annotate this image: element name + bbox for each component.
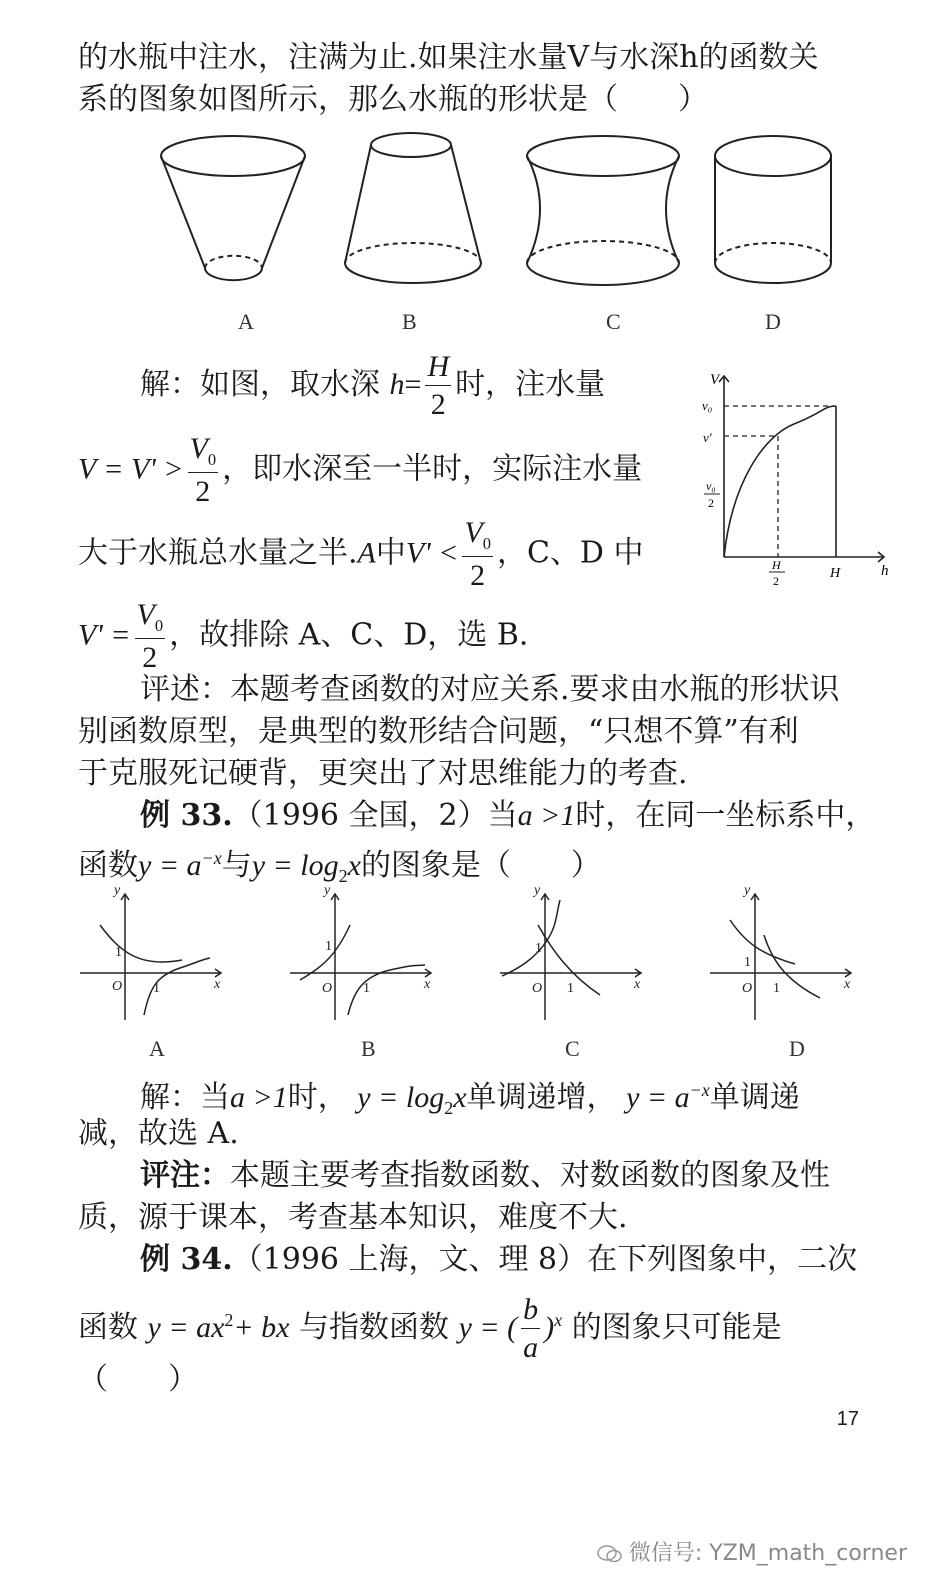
graph-b-origin: O	[322, 981, 333, 996]
bottle-shape-d	[715, 136, 831, 283]
volume-curve	[724, 406, 836, 557]
question-line-1: 的水瓶中注水，注满为止.如果注水量V与水深h的函数关	[78, 40, 819, 75]
half-h-num: H	[772, 558, 781, 572]
bottle-label-d: D	[765, 309, 781, 334]
bottle-shape-a	[161, 136, 305, 280]
graph-b-one-y: 1	[325, 939, 332, 954]
graph-a-x-label: x	[214, 977, 221, 992]
graph-c-exp-curve	[502, 900, 560, 976]
graph-option-c: C	[565, 1036, 580, 1061]
graph-a-origin: O	[112, 979, 123, 994]
ex34-line-1: 例 34.（1996 上海，文、理 8）在下列图象中，二次	[140, 1242, 858, 1277]
comment1-line-1: 评述：本题考查函数的对应关系.要求由水瓶的形状识	[140, 672, 840, 707]
graph-b-one-x: 1	[363, 981, 370, 996]
graph-c-y-label: y	[534, 883, 541, 898]
solution-line-3: 大于水瓶总水量之半.A中V' < $\frac{V_0}{2}$ ，C、D 中	[78, 516, 644, 592]
graph-d	[710, 894, 851, 1020]
solution33-line-2: 减，故选 A.	[78, 1116, 239, 1151]
solution-line-4: V' = $\frac{V_0}{2}$ ，故排除 A、C、D，选 B.	[78, 598, 529, 674]
graph-a-exp-curve	[100, 925, 182, 962]
graph-c-one-x: 1	[567, 981, 574, 996]
volume-depth-graph	[684, 362, 894, 592]
graph-d-y-label: y	[744, 883, 751, 898]
graph-d-one-x: 1	[773, 981, 780, 996]
bottle-label-a: A	[238, 309, 254, 334]
ex33-line-2: 函数$y = a^{-x}$与$y = \log_2x$的图象是（ ）	[78, 848, 601, 886]
wechat-icon	[597, 1544, 623, 1564]
comment1-line-2: 别函数原型，是典型的数形结合问题，“只想不算”有利	[78, 714, 799, 749]
ex34-line-3: （ ）	[78, 1362, 198, 1397]
graph-b-x-label: x	[424, 977, 431, 992]
ex33-line-1: 例 33.（1996 全国，2）当a >1时，在同一坐标系中，	[140, 798, 876, 833]
graph-c-one-y: 1	[535, 941, 542, 956]
graph-a	[80, 894, 221, 1020]
comment2-line-1: 评注：本题主要考查指数函数、对数函数的图象及性	[140, 1158, 830, 1193]
solution-line-2: V = V' > $\frac{V_0}{2}$ ，即水深至一半时，实际注水量	[78, 432, 643, 508]
comment2-line-2: 质，源于课本，考查基本知识，难度不大.	[78, 1200, 628, 1235]
h-axis-label: h	[881, 563, 889, 579]
bottle-label-c: C	[606, 309, 621, 334]
graph-a-one-y: 1	[115, 945, 122, 960]
v-axis-label: V	[710, 372, 720, 388]
solution-line-1: 解：如图，取水深 h= $\frac{H}{2}$ 时，注水量	[140, 350, 606, 421]
half-h-den: 2	[773, 574, 779, 588]
function-graphs-figure	[70, 880, 870, 1030]
half-v0-num: v₀	[706, 479, 716, 493]
bottle-shapes-figure	[150, 128, 850, 303]
comment1-line-3: 于克服死记硬背，更突出了对思维能力的考查.	[78, 756, 688, 791]
half-v0-den: 2	[708, 496, 714, 510]
graph-c-origin: O	[532, 981, 543, 996]
graph-d-exp-curve	[730, 920, 795, 964]
vprime-tick-label: v'	[703, 430, 712, 445]
graph-d-one-y: 1	[744, 955, 751, 970]
graph-b	[290, 894, 431, 1020]
graph-option-b: B	[361, 1036, 376, 1061]
full-h-label: H	[830, 566, 841, 581]
watermark: 微信号: YZM_math_corner	[597, 1536, 907, 1567]
graph-option-d: D	[789, 1036, 805, 1061]
bottle-shape-c	[527, 136, 679, 285]
graph-a-one-x: 1	[153, 981, 160, 996]
graph-option-a: A	[149, 1036, 165, 1061]
graph-d-x-label: x	[844, 977, 851, 992]
question-line-2: 系的图象如图所示，那么水瓶的形状是（ ）	[78, 82, 708, 117]
page-number: 17	[836, 1408, 859, 1430]
ex34-line-2: 函数 $y = ax^2+$ bx 与指数函数 y = ( $\frac{b}{a}$ )$^x$ 的图象只可能是	[78, 1293, 782, 1364]
graph-d-origin: O	[742, 981, 753, 996]
bottle-label-b: B	[402, 309, 417, 334]
graph-b-y-label: y	[324, 883, 331, 898]
v0-tick-label: v₀	[702, 398, 713, 413]
bottle-shape-b	[345, 133, 481, 283]
graph-a-y-label: y	[114, 883, 121, 898]
graph-c-x-label: x	[634, 977, 641, 992]
graph-c	[500, 894, 641, 1020]
solution33-line-1: 解：当a >1时， $y = \log_2x$单调递增， $y = a^{-x}$单调递	[140, 1080, 800, 1118]
